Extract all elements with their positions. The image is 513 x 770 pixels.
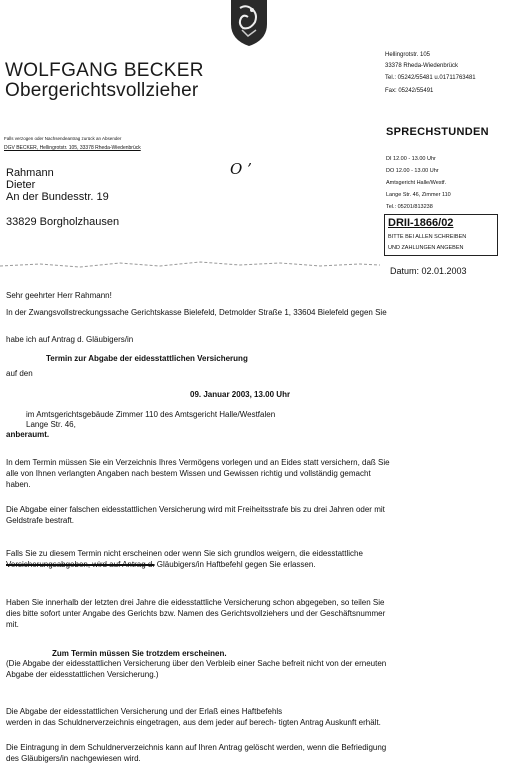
struck-text: Versicherungsabgeben, wird auf Antrag d.	[6, 560, 155, 569]
reference-note: UND ZAHLUNGEN ANGEBEN	[388, 245, 464, 251]
paragraph-line: Abgabe der eidesstattlichen Versicherung.)	[6, 670, 159, 679]
recipient-first-name: Dieter	[6, 179, 36, 191]
case-line: In der Zwangsvollstreckungssache Gerichtskasse Bielefeld, Detmolder Straße 1, 33604 Bielefeld gegen Sie	[6, 308, 387, 317]
office-fax: Fax: 05242/55491	[385, 88, 434, 94]
recipient-name: Rahmann	[6, 167, 54, 179]
office-hours-line: Amtsgericht Halle/Westf.	[386, 180, 447, 186]
appointment-heading: Termin zur Abgabe der eidesstattlichen Versicherung	[46, 354, 248, 363]
application-line: habe ich auf Antrag d. Gläubigers/in	[6, 335, 134, 344]
appointment-date: 09. Januar 2003, 13.00 Uhr	[190, 390, 291, 399]
scan-artifact-line	[0, 258, 380, 270]
office-name: WOLFGANG BECKER	[5, 60, 204, 81]
office-address-line: Hellingrotstr. 105	[385, 52, 431, 58]
handwritten-mark: O ’	[230, 160, 252, 178]
office-phone: Tel.: 05242/55481 u.01711763481	[385, 75, 476, 81]
recipient-street: An der Bundesstr. 19	[6, 191, 109, 203]
paragraph-line: mit.	[6, 620, 19, 629]
file-reference-number: DRII-1866/02	[388, 217, 454, 229]
office-address-line: 33378 Rheda-Wiedenbrück	[385, 63, 459, 69]
sender-return-address: DGV BECKER, Hellingrotstr. 105, 33378 Rheda-Wiedenbrück	[4, 145, 141, 151]
paragraph-line	[6, 560, 316, 569]
paragraph-line: Die Abgabe einer falschen eidesstattlichen Versicherung wird mit Freiheitsstrafe bis zu drei Jahren oder mit	[6, 505, 385, 514]
paragraph-line: des Gläubigers/in nachgewiesen wird.	[6, 754, 141, 763]
office-title: Obergerichtsvollzieher	[5, 80, 199, 101]
appointment-street: Lange Str. 46,	[26, 420, 76, 429]
paragraph-line: In dem Termin müssen Sie ein Verzeichnis Ihres Vermögens vorlegen und an Eides statt versichern, daß Sie	[6, 458, 390, 467]
anberaumt-line: anberaumt.	[6, 430, 50, 439]
notice-heading: Zum Termin müssen Sie trotzdem erscheinen.	[52, 649, 227, 658]
auf-den-line: auf den	[6, 369, 33, 378]
paragraph-line: Haben Sie innerhalb der letzten drei Jahre die eidesstattliche Versicherung schon abgegeben, so teilen Sie	[6, 598, 385, 607]
office-hours-line: Lange Str. 46, Zimmer 110	[386, 192, 451, 198]
office-hours-line: DI 12.00 - 13.00 Uhr	[386, 156, 436, 162]
office-hours-line: Tel.: 05201/813238	[386, 204, 433, 210]
office-hours-line: DO 12.00 - 13.00 Uhr	[386, 168, 439, 174]
paragraph-line-rest: Gläubigers/in Haftbefehl gegen Sie erlassen.	[154, 560, 316, 569]
paragraph-line: haben.	[6, 480, 31, 489]
letter-date: Datum: 02.01.2003	[390, 266, 467, 276]
recipient-city: 33829 Borgholzhausen	[6, 216, 120, 228]
reference-note: BITTE BEI ALLEN SCHREIBEN	[388, 234, 467, 240]
paragraph-line: werden in das Schuldnerverzeichnis eingetragen, aus dem jeder auf berech- tigten Antrag Auskunft erhält.	[6, 718, 381, 727]
paragraph-line: (Die Abgabe der eidesstattlichen Versicherung über den Verbleib einer Sache befreit nicht von der erneuten	[6, 659, 387, 668]
return-notice: Falls verzogen oder Nachsendeantrag zurück an Absender	[4, 136, 122, 141]
paragraph-line: Falls Sie zu diesem Termin nicht erscheinen oder wenn Sie sich grundlos weigern, die eidesstattliche	[6, 549, 363, 558]
paragraph-line: Geldstrafe bestraft.	[6, 516, 75, 525]
office-hours-title: SPRECHSTUNDEN	[386, 126, 489, 138]
coat-of-arms-emblem	[228, 0, 270, 46]
paragraph-line: Die Eintragung in dem Schuldnerverzeichnis kann auf Ihren Antrag gelöscht werden, wenn die Befriedigung	[6, 743, 387, 752]
paragraph-line: dies bitte sofort unter Angabe des Gerichts bzw. Namen des Gerichtsvollziehers und der Geschäftsnummer	[6, 609, 386, 618]
paragraph-line: Die Abgabe der eidesstattlichen Versicherung und der Erlaß eines Haftbefehls	[6, 707, 283, 716]
appointment-location: im Amtsgerichtsgebäude Zimmer 110 des Amtsgericht Halle/Westfalen	[26, 410, 276, 419]
salutation: Sehr geehrter Herr Rahmann!	[6, 291, 112, 300]
paragraph-line: alle von Ihnen verlangten Angaben nach bestem Wissen und Gewissen richtig und vollständig gemacht	[6, 469, 371, 478]
